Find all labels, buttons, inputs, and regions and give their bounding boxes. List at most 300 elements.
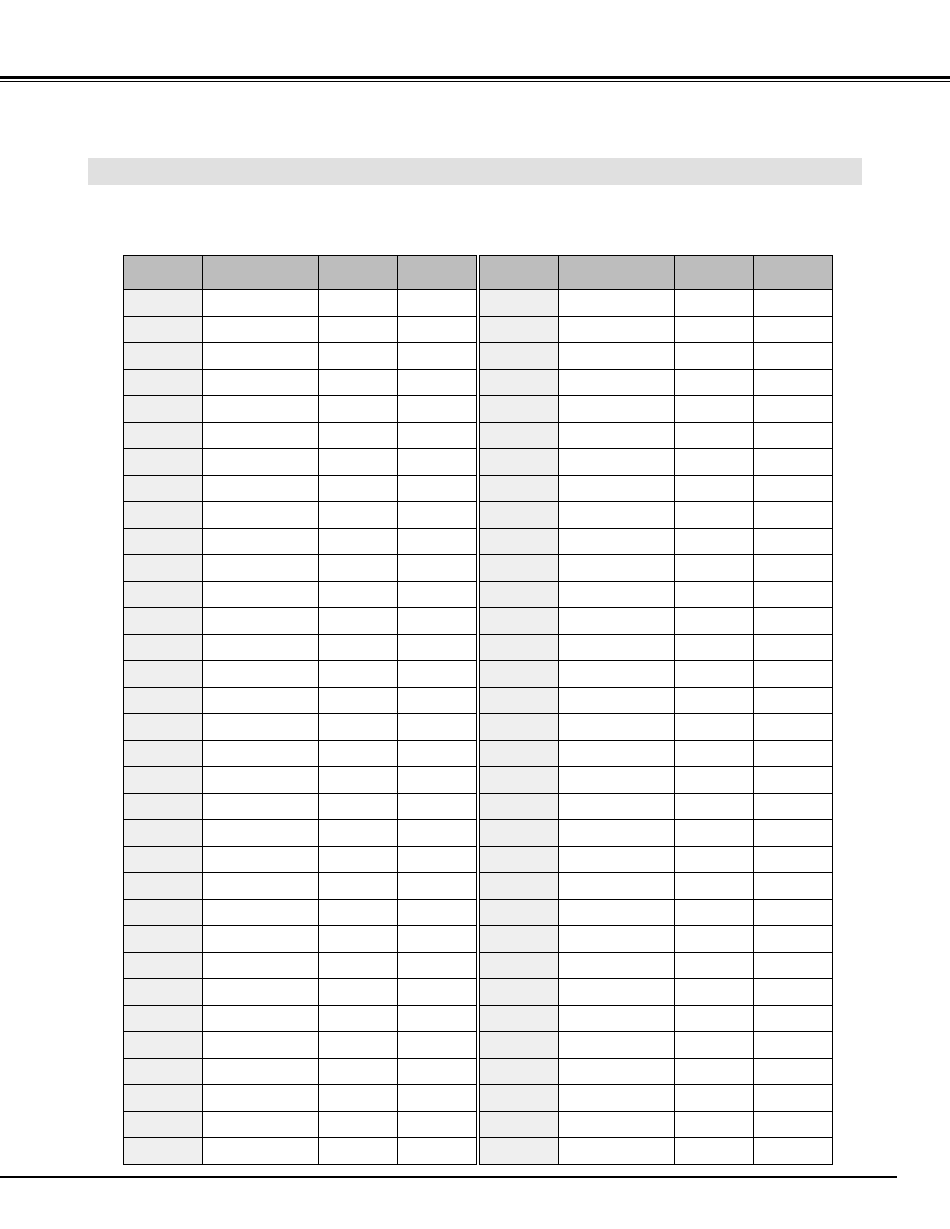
table-cell — [753, 899, 832, 926]
row-key-cell — [124, 1005, 203, 1032]
table-cell — [674, 820, 753, 847]
table-cell — [674, 793, 753, 820]
row-key-cell — [480, 528, 559, 555]
table-cell — [318, 926, 397, 953]
table-cell — [559, 316, 674, 343]
table-cell — [559, 634, 674, 661]
table-cell — [753, 369, 832, 396]
table-cell — [753, 475, 832, 502]
table-cell — [397, 820, 476, 847]
table-cell — [674, 767, 753, 794]
table-cell — [674, 687, 753, 714]
table-row — [480, 396, 833, 423]
table-row — [480, 528, 833, 555]
table-cell — [674, 926, 753, 953]
table-row — [124, 608, 477, 635]
table-cell — [318, 740, 397, 767]
row-key-cell — [480, 1111, 559, 1138]
row-key-cell — [124, 1058, 203, 1085]
row-key-cell — [480, 422, 559, 449]
table-cell — [674, 290, 753, 317]
row-key-cell — [124, 449, 203, 476]
table-cell — [397, 1111, 476, 1138]
table-cell — [397, 740, 476, 767]
table-cell — [559, 343, 674, 370]
table-cell — [674, 1032, 753, 1059]
table-cell — [753, 608, 832, 635]
table-row — [124, 634, 477, 661]
table-row — [480, 714, 833, 741]
row-key-cell — [124, 528, 203, 555]
table-cell — [559, 396, 674, 423]
row-key-cell — [480, 634, 559, 661]
table-cell — [203, 634, 318, 661]
table-cell — [559, 793, 674, 820]
table-cell — [318, 687, 397, 714]
table-cell — [318, 475, 397, 502]
table-cell — [753, 687, 832, 714]
table-cell — [203, 1032, 318, 1059]
table-cell — [674, 343, 753, 370]
table-cell — [559, 1005, 674, 1032]
table-row — [480, 449, 833, 476]
table-cell — [753, 873, 832, 900]
table-cell — [397, 1085, 476, 1112]
row-key-cell — [480, 979, 559, 1006]
table-row — [480, 634, 833, 661]
table-cell — [559, 369, 674, 396]
table-cell — [674, 422, 753, 449]
table-cell — [203, 316, 318, 343]
row-key-cell — [124, 316, 203, 343]
table-cell — [559, 687, 674, 714]
table-row — [124, 846, 477, 873]
table-row — [480, 422, 833, 449]
table-row — [124, 714, 477, 741]
table-cell — [318, 1085, 397, 1112]
row-key-cell — [480, 740, 559, 767]
table-cell — [674, 555, 753, 582]
row-key-cell — [480, 369, 559, 396]
table-row — [480, 608, 833, 635]
table-cell — [203, 979, 318, 1006]
table-cell — [674, 714, 753, 741]
table-cell — [753, 1085, 832, 1112]
table-cell — [559, 1032, 674, 1059]
table-cell — [753, 1138, 832, 1165]
table-cell — [397, 316, 476, 343]
column-header — [124, 256, 203, 290]
table-row — [124, 1111, 477, 1138]
row-key-cell — [124, 714, 203, 741]
table-cell — [203, 449, 318, 476]
table-cell — [397, 687, 476, 714]
table-cell — [318, 767, 397, 794]
table-header-row — [124, 256, 477, 290]
table-cell — [753, 528, 832, 555]
row-key-cell — [480, 475, 559, 502]
table-cell — [397, 846, 476, 873]
row-key-cell — [480, 899, 559, 926]
table-cell — [203, 820, 318, 847]
table-cell — [203, 926, 318, 953]
row-key-cell — [480, 873, 559, 900]
table-cell — [674, 661, 753, 688]
row-key-cell — [480, 1058, 559, 1085]
table-row — [124, 820, 477, 847]
table-cell — [397, 449, 476, 476]
row-key-cell — [124, 1032, 203, 1059]
table-row — [124, 555, 477, 582]
row-key-cell — [124, 952, 203, 979]
table-cell — [318, 449, 397, 476]
table-cell — [203, 1085, 318, 1112]
row-key-cell — [124, 502, 203, 529]
table-row — [124, 926, 477, 953]
table-cell — [559, 1111, 674, 1138]
row-key-cell — [124, 979, 203, 1006]
table-cell — [318, 979, 397, 1006]
table-row — [480, 687, 833, 714]
table-row — [480, 1058, 833, 1085]
row-key-cell — [480, 1005, 559, 1032]
table-cell — [559, 475, 674, 502]
table-cell — [203, 369, 318, 396]
table-row — [480, 979, 833, 1006]
footer-rule — [0, 1176, 897, 1178]
table-cell — [753, 926, 832, 953]
table-cell — [203, 608, 318, 635]
table-cell — [318, 396, 397, 423]
table-row — [124, 422, 477, 449]
table-cell — [753, 316, 832, 343]
table-cell — [753, 740, 832, 767]
table-row — [480, 290, 833, 317]
table-row — [124, 899, 477, 926]
table-row — [480, 952, 833, 979]
row-key-cell — [124, 661, 203, 688]
table-cell — [753, 422, 832, 449]
table-cell — [674, 316, 753, 343]
table-row — [124, 1058, 477, 1085]
table-cell — [318, 343, 397, 370]
table-cell — [753, 581, 832, 608]
table-cell — [559, 873, 674, 900]
table-cell — [674, 846, 753, 873]
table-row — [480, 502, 833, 529]
table-cell — [203, 1058, 318, 1085]
row-key-cell — [480, 1085, 559, 1112]
header-rule-thin — [0, 81, 950, 82]
row-key-cell — [480, 661, 559, 688]
table-row — [480, 343, 833, 370]
table-cell — [753, 1111, 832, 1138]
table-cell — [559, 661, 674, 688]
table-row — [480, 475, 833, 502]
table-cell — [203, 661, 318, 688]
table-cell — [318, 1032, 397, 1059]
table-cell — [203, 952, 318, 979]
table-row — [480, 1111, 833, 1138]
table-cell — [674, 581, 753, 608]
row-key-cell — [124, 740, 203, 767]
table-cell — [559, 714, 674, 741]
table-row — [124, 979, 477, 1006]
table-cell — [674, 1138, 753, 1165]
table-row — [480, 1032, 833, 1059]
table-cell — [753, 1032, 832, 1059]
table-cell — [318, 528, 397, 555]
table-cell — [318, 502, 397, 529]
table-row — [124, 290, 477, 317]
table-cell — [753, 1005, 832, 1032]
row-key-cell — [124, 290, 203, 317]
table-cell — [674, 873, 753, 900]
table-cell — [318, 290, 397, 317]
table-cell — [674, 502, 753, 529]
table-cell — [318, 1138, 397, 1165]
row-key-cell — [124, 581, 203, 608]
row-key-cell — [480, 581, 559, 608]
table-cell — [203, 1111, 318, 1138]
table-row — [480, 581, 833, 608]
table-cell — [559, 1138, 674, 1165]
column-header — [203, 256, 318, 290]
table-row — [124, 1085, 477, 1112]
row-key-cell — [124, 1085, 203, 1112]
row-key-cell — [480, 502, 559, 529]
table-cell — [674, 740, 753, 767]
table-cell — [318, 1005, 397, 1032]
row-key-cell — [124, 343, 203, 370]
table-cell — [203, 1005, 318, 1032]
header-rule — [0, 76, 950, 79]
table-row — [124, 369, 477, 396]
table-cell — [559, 740, 674, 767]
table-row — [124, 1032, 477, 1059]
row-key-cell — [480, 793, 559, 820]
table-cell — [674, 1111, 753, 1138]
table-cell — [203, 396, 318, 423]
table-cell — [559, 502, 674, 529]
table-cell — [318, 422, 397, 449]
table-cell — [318, 952, 397, 979]
table-row — [480, 846, 833, 873]
row-key-cell — [124, 899, 203, 926]
table-cell — [559, 290, 674, 317]
table-cell — [203, 290, 318, 317]
table-cell — [203, 714, 318, 741]
row-key-cell — [124, 369, 203, 396]
table-cell — [203, 793, 318, 820]
table-cell — [753, 290, 832, 317]
table-body-left — [124, 290, 477, 1165]
table-cell — [397, 979, 476, 1006]
table-cell — [674, 528, 753, 555]
table-cell — [674, 1085, 753, 1112]
table-cell — [559, 608, 674, 635]
table-cell — [559, 926, 674, 953]
table-row — [480, 740, 833, 767]
table-cell — [674, 979, 753, 1006]
table-cell — [674, 369, 753, 396]
table-cell — [674, 449, 753, 476]
data-table-left — [123, 255, 477, 1165]
table-cell — [203, 555, 318, 582]
column-header — [753, 256, 832, 290]
row-key-cell — [124, 846, 203, 873]
table-cell — [397, 1032, 476, 1059]
table-cell — [753, 502, 832, 529]
table-cell — [318, 608, 397, 635]
table-cell — [559, 555, 674, 582]
row-key-cell — [480, 1138, 559, 1165]
table-row — [480, 661, 833, 688]
table-cell — [318, 1111, 397, 1138]
table-cell — [318, 634, 397, 661]
table-cell — [753, 979, 832, 1006]
table-cell — [559, 528, 674, 555]
table-cell — [559, 1085, 674, 1112]
table-cell — [674, 608, 753, 635]
column-header — [397, 256, 476, 290]
table-cell — [753, 555, 832, 582]
table-row — [124, 740, 477, 767]
table-row — [124, 343, 477, 370]
section-title-band — [88, 158, 862, 185]
table-cell — [753, 1058, 832, 1085]
table-cell — [397, 926, 476, 953]
table-row — [124, 1005, 477, 1032]
column-header — [480, 256, 559, 290]
table-row — [480, 555, 833, 582]
row-key-cell — [480, 1032, 559, 1059]
row-key-cell — [480, 396, 559, 423]
table-cell — [753, 449, 832, 476]
table-cell — [203, 528, 318, 555]
table-cell — [397, 290, 476, 317]
table-row — [124, 687, 477, 714]
table-row — [480, 767, 833, 794]
table-cell — [674, 634, 753, 661]
row-key-cell — [480, 714, 559, 741]
row-key-cell — [480, 820, 559, 847]
table-cell — [397, 369, 476, 396]
row-key-cell — [124, 475, 203, 502]
table-cell — [397, 581, 476, 608]
table-cell — [559, 820, 674, 847]
table-cell — [203, 873, 318, 900]
table-cell — [397, 422, 476, 449]
table-cell — [753, 820, 832, 847]
row-key-cell — [480, 767, 559, 794]
table-cell — [203, 687, 318, 714]
column-header — [674, 256, 753, 290]
row-key-cell — [480, 926, 559, 953]
table-row — [124, 661, 477, 688]
table-row — [480, 793, 833, 820]
table-row — [124, 528, 477, 555]
table-cell — [559, 846, 674, 873]
table-row — [124, 873, 477, 900]
row-key-cell — [480, 555, 559, 582]
table-cell — [318, 820, 397, 847]
table-cell — [674, 899, 753, 926]
table-cell — [318, 714, 397, 741]
table-cell — [397, 396, 476, 423]
row-key-cell — [124, 926, 203, 953]
table-cell — [397, 714, 476, 741]
table-row — [124, 449, 477, 476]
row-key-cell — [480, 846, 559, 873]
table-cell — [203, 767, 318, 794]
table-cell — [203, 475, 318, 502]
table-cell — [397, 767, 476, 794]
row-key-cell — [480, 608, 559, 635]
table-cell — [753, 661, 832, 688]
table-cell — [753, 793, 832, 820]
table-cell — [753, 952, 832, 979]
row-key-cell — [480, 687, 559, 714]
table-cell — [397, 661, 476, 688]
table-cell — [203, 343, 318, 370]
table-row — [124, 475, 477, 502]
table-cell — [203, 846, 318, 873]
table-cell — [318, 581, 397, 608]
table-cell — [674, 1005, 753, 1032]
table-cell — [318, 846, 397, 873]
row-key-cell — [124, 422, 203, 449]
table-cell — [318, 369, 397, 396]
table-cell — [318, 661, 397, 688]
table-cell — [397, 1138, 476, 1165]
table-row — [124, 767, 477, 794]
table-cell — [318, 1058, 397, 1085]
row-key-cell — [480, 449, 559, 476]
table-cell — [753, 846, 832, 873]
table-cell — [559, 581, 674, 608]
table-cell — [674, 396, 753, 423]
table-cell — [753, 714, 832, 741]
row-key-cell — [480, 290, 559, 317]
table-cell — [318, 899, 397, 926]
column-header — [318, 256, 397, 290]
table-row — [480, 899, 833, 926]
row-key-cell — [124, 873, 203, 900]
table-cell — [397, 343, 476, 370]
row-key-cell — [480, 316, 559, 343]
table-cell — [318, 316, 397, 343]
table-cell — [674, 952, 753, 979]
column-header — [559, 256, 674, 290]
table-cell — [318, 555, 397, 582]
table-row — [124, 952, 477, 979]
table-row — [480, 369, 833, 396]
table-row — [124, 581, 477, 608]
table-cell — [397, 555, 476, 582]
table-cell — [397, 793, 476, 820]
table-cell — [203, 1138, 318, 1165]
table-cell — [753, 767, 832, 794]
row-key-cell — [480, 952, 559, 979]
table-row — [124, 1138, 477, 1165]
table-row — [480, 316, 833, 343]
table-cell — [397, 634, 476, 661]
table-row — [124, 793, 477, 820]
table-row — [480, 873, 833, 900]
table-header-row — [480, 256, 833, 290]
row-key-cell — [124, 608, 203, 635]
